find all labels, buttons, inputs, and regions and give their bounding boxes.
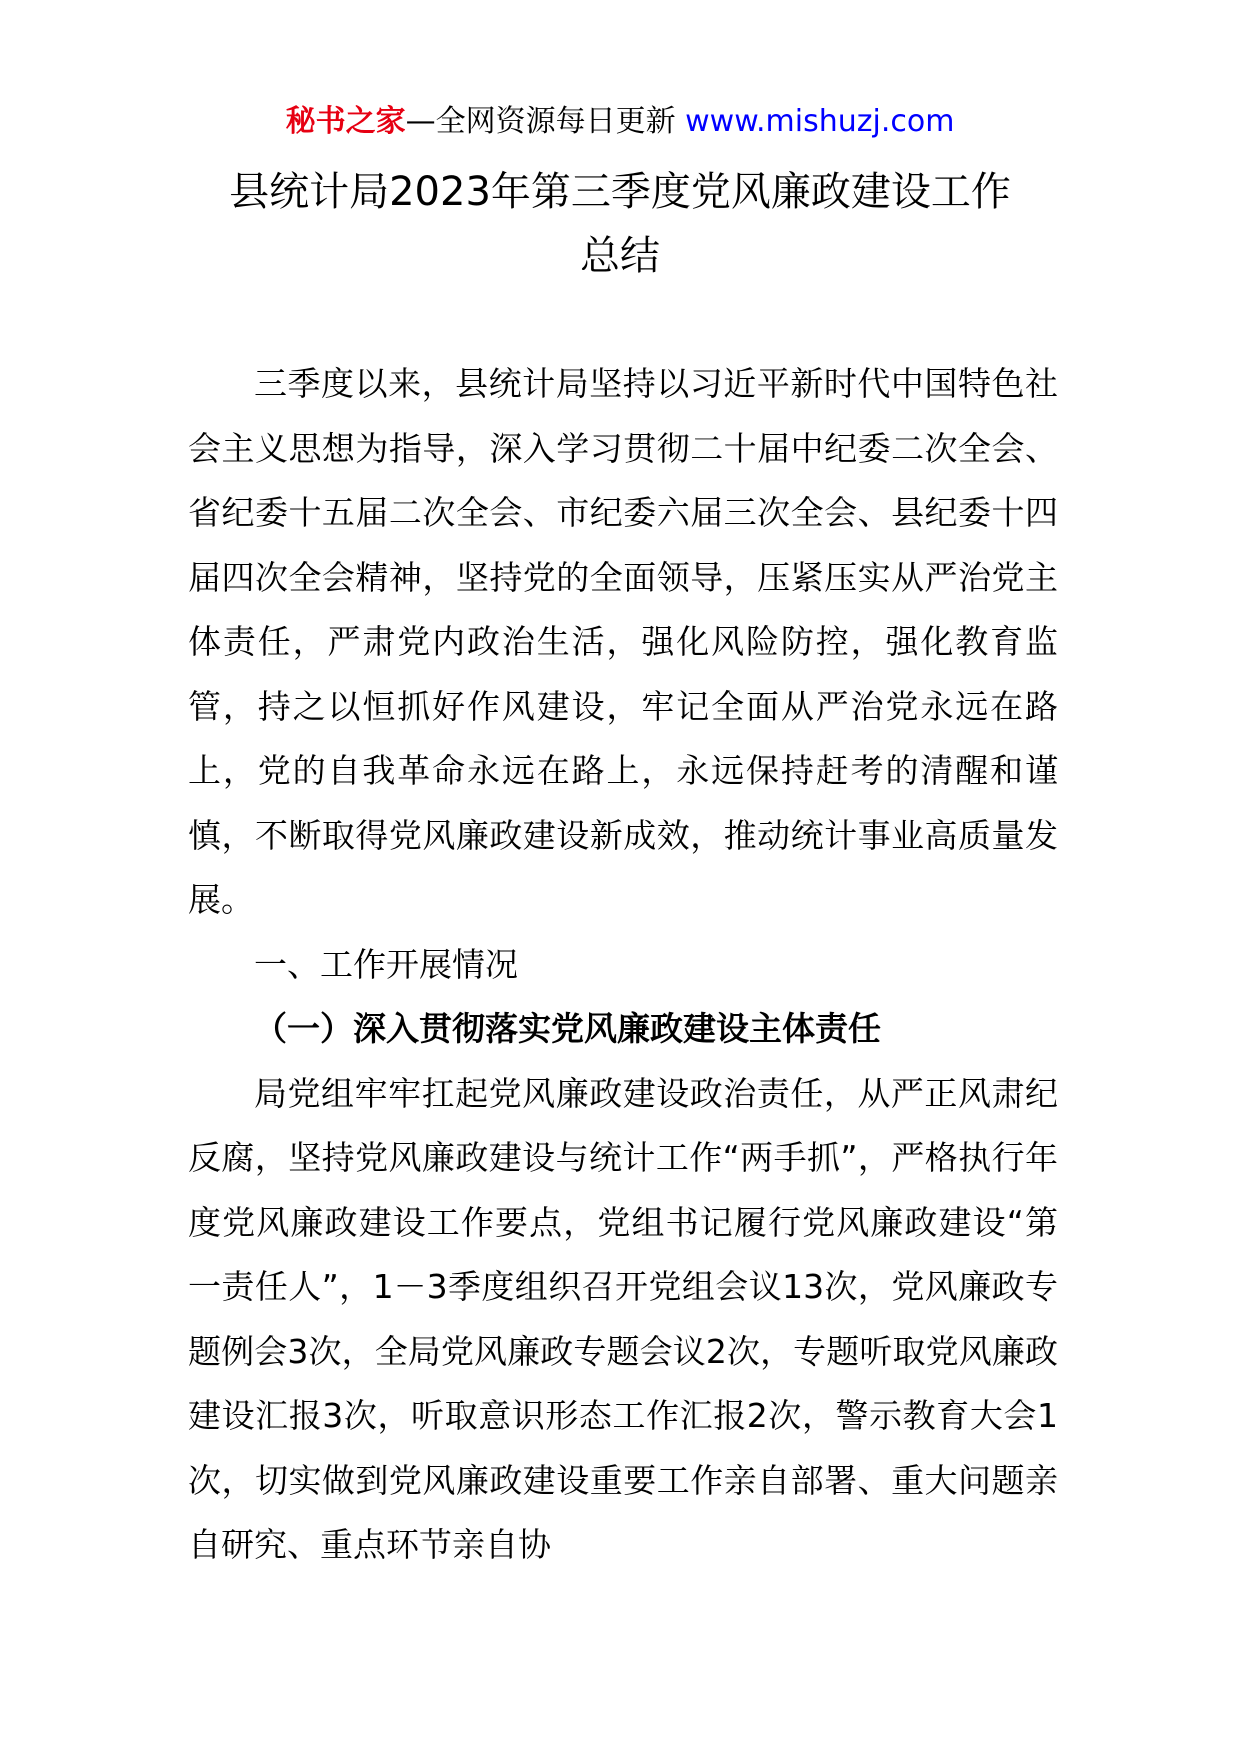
header-banner	[0, 100, 1240, 144]
title-line-2: 总结	[580, 233, 660, 279]
subsection-1-paragraph: 局党组牢牢扛起党风廉政建设政治责任，从严正风肃纪反腐，坚持党风廉政建设与统计工作“两手抓”，严格执行年度党风廉政建设工作要点，党组书记履行党风廉政建设“第一责任人”，1－3季度组织召开党组会议13次，党风廉政专题例会3次，全局党风廉政专题会议2次，专题听取党风廉政建设汇报3次，听取意识形态工作汇报2次，警示教育大会1次，切实做到党风廉政建设重要工作亲自部署、重大问题亲自研究、重点环节亲自协	[188, 1073, 1058, 1564]
header-tagline: —全网资源每日更新	[405, 104, 686, 139]
title-line-1: 县统计局2023年第三季度党风廉政建设工作	[229, 169, 1011, 215]
document-body	[188, 352, 1058, 1578]
subsection-heading-1: （一）深入贯彻落实党风廉政建设主体责任	[254, 1009, 881, 1048]
document-title	[170, 160, 1070, 288]
section-heading-1: 一、工作开展情况	[254, 944, 518, 984]
brand-name: 秘书之家	[285, 104, 406, 139]
site-link[interactable]: www.mishuzj.com	[685, 104, 955, 139]
intro-paragraph: 三季度以来，县统计局坚持以习近平新时代中国特色社会主义思想为指导，深入学习贯彻二十届中纪委二次全会、省纪委十五届二次全会、市纪委六届三次全会、县纪委十四届四次全会精神，坚持党的全面领导，压紧压实从严治党主体责任，严肃党内政治生活，强化风险防控，强化教育监管，持之以恒抓好作风建设，牢记全面从严治党永远在路上，党的自我革命永远在路上，永远保持赶考的清醒和谨慎，不断取得党风廉政建设新成效，推动统计事业高质量发展。	[188, 364, 1058, 919]
